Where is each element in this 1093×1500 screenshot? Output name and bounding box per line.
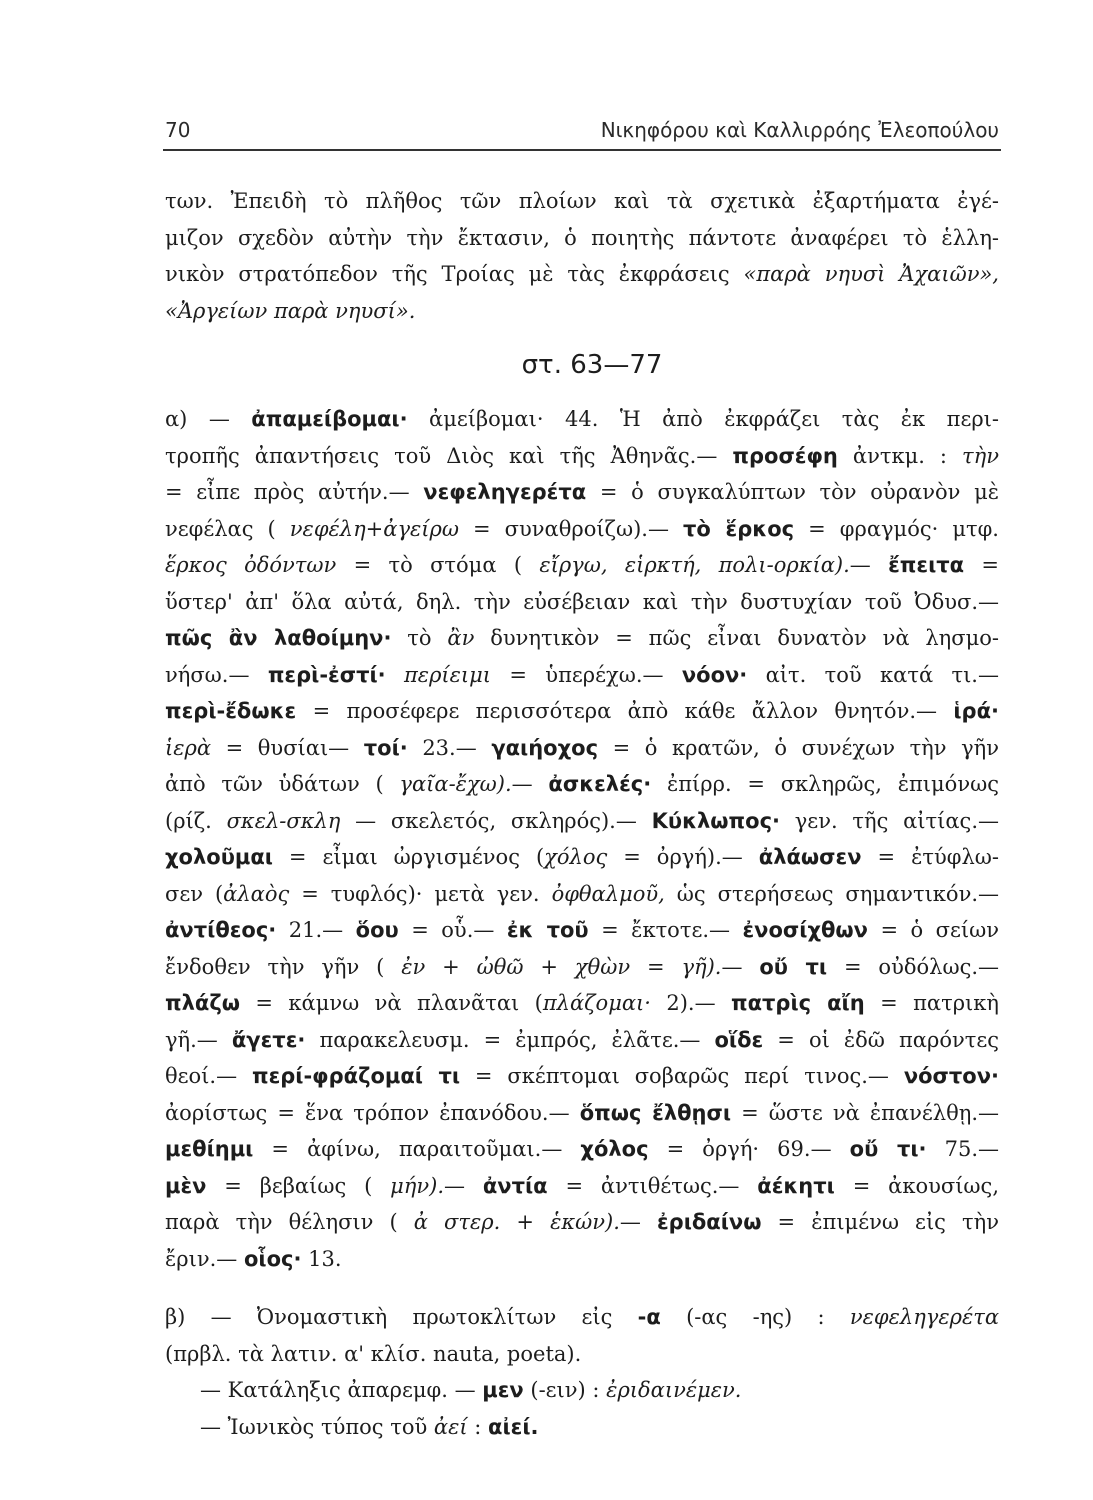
text-segment: — Ἰωνικὸς τύπος τοῦ: [200, 1414, 434, 1439]
text-segment: ἀπὸ τῶν ὑδάτων (: [165, 772, 400, 796]
italic-text: ἀλαὸς: [223, 881, 290, 906]
text-line: [165, 730, 999, 767]
text-segment: σεν (: [165, 881, 224, 906]
text-segment: μιζον σχεδὸν αὐτὴν τὴν ἔκτασιν, ὁ ποιητὴς πάντοτε ἀναφέρει τὸ ἑλλη-: [165, 225, 999, 250]
text-segment: θεοί.—: [165, 1064, 252, 1088]
italic-text: ἱερὰ: [165, 735, 212, 760]
text-segment: ἔριν.—: [165, 1246, 244, 1271]
text-segment: ἀντκμ. :: [837, 443, 963, 468]
headword: οὔ τι·: [849, 1137, 927, 1161]
text-segment: ἔνδοθεν τὴν γῆν (: [165, 954, 402, 979]
headword: -α: [637, 1305, 661, 1329]
text-line: [165, 1299, 999, 1336]
text-line: [165, 985, 999, 1022]
text-segment: = βεβαίως (: [206, 1173, 391, 1198]
text-segment: αἰτ. τοῦ κατά τι.—: [747, 662, 999, 687]
text-line: [165, 912, 999, 949]
text-segment: = ὁ συγκαλύπτων τὸν οὐρανὸν μὲ: [586, 480, 999, 504]
text-segment: γῆ.—: [165, 1027, 232, 1052]
headword: ἀλάωσεν: [758, 845, 862, 869]
text-line: [165, 657, 999, 694]
text-segment: (πρβλ. τὰ λατιν. α' κλίσ. nauta, poeta).: [165, 1341, 582, 1366]
text-segment: νεφέλας (: [165, 516, 290, 541]
text-line: [165, 293, 999, 330]
text-line: [165, 256, 999, 293]
text-line: [165, 183, 999, 220]
page-number: 70: [165, 118, 191, 142]
text-segment: ἀμείβομαι· 44. Ἡ ἀπὸ ἐκφράζει τὰς ἐκ περι-: [407, 407, 999, 431]
italic-text: γαῖα-ἔχω).: [399, 772, 512, 796]
headword: πατρὶς αἴη: [730, 991, 865, 1015]
headword: χόλος: [580, 1137, 649, 1161]
italic-text: εἴργω, εἱρκτή, πολι-ορκία).: [539, 553, 850, 577]
text-segment: = σκέπτομαι σοβαρῶς περί τινος.—: [460, 1064, 904, 1088]
italic-text: «Ἀργείων παρὰ νηυσί».: [165, 298, 416, 323]
text-segment: — Κατάληξις ἀπαρεμφ. —: [200, 1378, 483, 1402]
text-segment: = ὥστε νὰ ἐπανέλθῃ.—: [731, 1100, 999, 1125]
text-segment: = ἔκτοτε.—: [588, 918, 743, 942]
headword: ἐνοσίχθων: [742, 918, 868, 942]
text-segment: ὡς στερήσεως σημαντικόν.—: [664, 881, 999, 906]
headword: οἷος·: [243, 1246, 302, 1271]
text-segment: ἀορίστως = ἕνα τρόπον ἐπανόδου.—: [165, 1100, 580, 1125]
text-segment: = εἶμαι ὠργισμένος (: [272, 845, 545, 869]
text-segment: γεν. τῆς αἰτίας.—: [780, 808, 999, 833]
text-segment: 23.—: [407, 735, 492, 760]
headword: ἐριδαίνω: [656, 1210, 762, 1234]
italic-text: «παρὰ νηυσὶ Ἀχαιῶν»,: [743, 262, 999, 286]
text-segment: = οὐδόλως.—: [827, 954, 999, 979]
italic-text: χόλος: [544, 845, 608, 869]
italic-text: μήν).: [390, 1173, 444, 1198]
headword: ἔπειτα: [888, 553, 965, 577]
headword: Κύκλωπος·: [651, 808, 780, 833]
text-segment: = ἀντιθέτως.—: [547, 1173, 758, 1198]
headword: νόστον·: [903, 1064, 999, 1088]
italic-text: ὀφθαλμοῦ,: [551, 881, 665, 906]
headword: μεν: [482, 1378, 524, 1402]
text-segment: = ἐπιμένω εἰς τὴν: [761, 1210, 999, 1234]
text-line: [165, 220, 999, 257]
headword: ἐκ τοῦ: [506, 918, 589, 942]
italic-text: περίειμι: [404, 662, 492, 687]
headword: ἄγετε·: [231, 1027, 306, 1052]
text-segment: = θυσίαι—: [211, 735, 364, 760]
text-segment: παρὰ τὴν θέλησιν (: [165, 1210, 414, 1234]
headword: νεφεληγερέτα: [423, 480, 587, 504]
headword: ἀντία: [482, 1173, 548, 1198]
headword: οἵδε: [714, 1027, 764, 1052]
text-segment: τὸ: [391, 626, 448, 650]
text-line: [165, 620, 999, 657]
text-segment: (ρίζ.: [165, 808, 227, 833]
section-heading: στ. 63—77: [521, 350, 663, 380]
text-segment: (-ειν) :: [523, 1378, 607, 1402]
text-line: [165, 1095, 999, 1132]
text-line: [165, 584, 999, 621]
italic-text: ἐριδαινέμεν.: [606, 1378, 742, 1402]
text-segment: νικὸν στρατόπεδον τῆς Τροίας μὲ τὰς ἐκφράσεις: [165, 262, 744, 286]
text-segment: —: [444, 1173, 483, 1198]
text-segment: 75.—: [926, 1137, 999, 1161]
text-segment: β) — Ὀνομαστικὴ πρωτοκλίτων εἰς: [165, 1305, 638, 1329]
text-segment: — σκελετός, σκληρός).—: [340, 808, 652, 833]
text-line: [165, 401, 999, 438]
headword: μὲν: [165, 1173, 207, 1198]
paragraph-gap: [165, 1277, 999, 1299]
headword: νόον·: [681, 662, 748, 687]
headword: τὸ ἕρκος: [683, 516, 795, 541]
text-segment: = ὁ σείων: [867, 918, 999, 942]
italic-text: πλάζομαι·: [542, 991, 651, 1015]
text-line: [165, 1204, 999, 1241]
text-line: [165, 949, 999, 986]
text-segment: =: [964, 553, 999, 577]
text-segment: —: [849, 553, 889, 577]
text-line: [165, 474, 999, 511]
text-segment: (-ας -ης) :: [660, 1305, 850, 1329]
headword: τοί·: [363, 735, 408, 760]
text-segment: = προσέφερε περισσότερα ἀπὸ κάθε ἄλλον θνητόν.—: [296, 699, 954, 723]
text-segment: δυνητικὸν = πῶς εἶναι δυνατὸν νὰ λησμο-: [474, 626, 999, 650]
headword: πῶς ἂν λαθοίμην·: [165, 626, 392, 650]
text-segment: = πατρικὴ: [864, 991, 999, 1015]
text-segment: = ὁ κρατῶν, ὁ συνέχων τὴν γῆν: [598, 735, 999, 760]
italic-text: ἂν: [447, 626, 475, 650]
text-segment: = συναθροίζω).—: [458, 516, 684, 541]
text-segment: —: [721, 954, 760, 979]
italic-text: νεφέλη+ἀγείρω: [289, 516, 459, 541]
text-segment: = ὀργή· 69.—: [648, 1137, 850, 1161]
text-segment: = τυφλός)· μετὰ γεν.: [289, 881, 552, 906]
headword: περὶ-ἔδωκε: [165, 699, 297, 723]
text-segment: [386, 663, 404, 687]
italic-text: ἀεί: [433, 1414, 468, 1439]
running-title: Νικηφόρου καὶ Καλλιρρόης Ἐλεοπούλου: [600, 118, 999, 142]
text-line: [165, 1336, 999, 1373]
text-segment: = ἀφίνω, παραιτοῦμαι.—: [253, 1137, 581, 1161]
text-line: [165, 1168, 999, 1205]
text-line: [165, 766, 999, 803]
header-rule: [163, 149, 1001, 151]
italic-text: σκελ-σκλη: [226, 808, 341, 833]
text-segment: 2).—: [650, 991, 731, 1015]
headword: οὔ τι: [759, 954, 828, 979]
text-line: [165, 1372, 999, 1409]
text-segment: 13.: [301, 1246, 342, 1271]
text-segment: —: [511, 772, 549, 796]
text-line: [165, 1131, 999, 1168]
headword: μεθίημι: [165, 1137, 254, 1161]
headword: αἰεί.: [488, 1414, 539, 1439]
text-segment: = ἀκουσίως,: [834, 1173, 999, 1198]
text-segment: = ὑπερέχω.—: [491, 662, 682, 687]
italic-text: ἐν + ὠθῶ + χθὼν = γῆ).: [401, 954, 722, 979]
headword: περί-φράζομαί τι: [251, 1064, 461, 1088]
text-segment: = οἱ ἐδῶ παρόντες: [763, 1027, 999, 1052]
text-segment: = ἐτύφλω-: [861, 845, 999, 869]
headword: πλάζω: [165, 991, 240, 1015]
headword: χολοῦμαι: [165, 845, 273, 869]
page-body: [165, 183, 999, 1445]
text-line: [165, 547, 999, 584]
text-segment: παρακελευσμ. = ἐμπρός, ἐλᾶτε.—: [305, 1027, 715, 1052]
text-line: [165, 1241, 999, 1278]
text-segment: —: [619, 1210, 657, 1234]
text-line: [165, 1409, 999, 1446]
text-line: [165, 511, 999, 548]
text-line: [165, 1022, 999, 1059]
headword: ἀέκητι: [757, 1173, 835, 1198]
text-line: [165, 438, 999, 475]
text-segment: 21.—: [276, 918, 356, 942]
text-segment: = κάμνω νὰ πλανᾶται (: [240, 991, 543, 1015]
text-segment: = οὗ.—: [398, 918, 507, 942]
headword: γαιήοχος: [491, 735, 599, 760]
text-segment: τροπῆς ἀπαντήσεις τοῦ Διὸς καὶ τῆς Ἀθηνᾶς.—: [165, 443, 733, 468]
headword: ἀντίθεος·: [165, 918, 277, 942]
italic-text: τὴν: [962, 443, 999, 468]
text-segment: :: [467, 1414, 489, 1439]
text-segment: νήσω.—: [165, 662, 268, 687]
text-segment: = τὸ στόμα (: [336, 553, 540, 577]
headword: ἱρά·: [953, 699, 999, 723]
text-segment: ἐπίρρ. = σκληρῶς, ἐπιμόνως: [651, 772, 999, 796]
italic-text: νεφεληγερέτα: [849, 1305, 999, 1329]
text-segment: ὕστερ' ἀπ' ὅλα αὐτά, δηλ. τὴν εὐσέβειαν καὶ τὴν δυστυχίαν τοῦ Ὀδυσ.—: [165, 589, 999, 614]
text-segment: των. Ἐπειδὴ τὸ πλῆθος τῶν πλοίων καὶ τὰ σχετικὰ ἐξαρτήματα ἐγέ-: [165, 189, 999, 213]
italic-text: ἀ στερ. + ἑκών).: [413, 1210, 620, 1234]
text-line: [165, 839, 999, 876]
text-segment: = ὀργή).—: [607, 845, 759, 869]
headword: ἀπαμείβομαι·: [251, 407, 408, 431]
text-segment: = φραγμός· μτφ.: [794, 516, 999, 541]
text-segment: α) —: [165, 407, 252, 431]
headword: προσέφη: [732, 443, 838, 468]
text-line: [165, 693, 999, 730]
italic-text: ἕρκος ὀδόντων: [165, 553, 337, 577]
text-line: [165, 803, 999, 840]
headword: ὅπως ἔλθῃσι: [579, 1100, 732, 1125]
text-segment: = εἶπε πρὸς αὐτήν.—: [165, 480, 424, 504]
headword: ὅου: [355, 918, 399, 942]
headword: ἀσκελές·: [548, 772, 652, 796]
headword: περὶ-ἐστί·: [267, 662, 386, 687]
text-line: [165, 876, 999, 913]
text-line: [165, 1058, 999, 1095]
